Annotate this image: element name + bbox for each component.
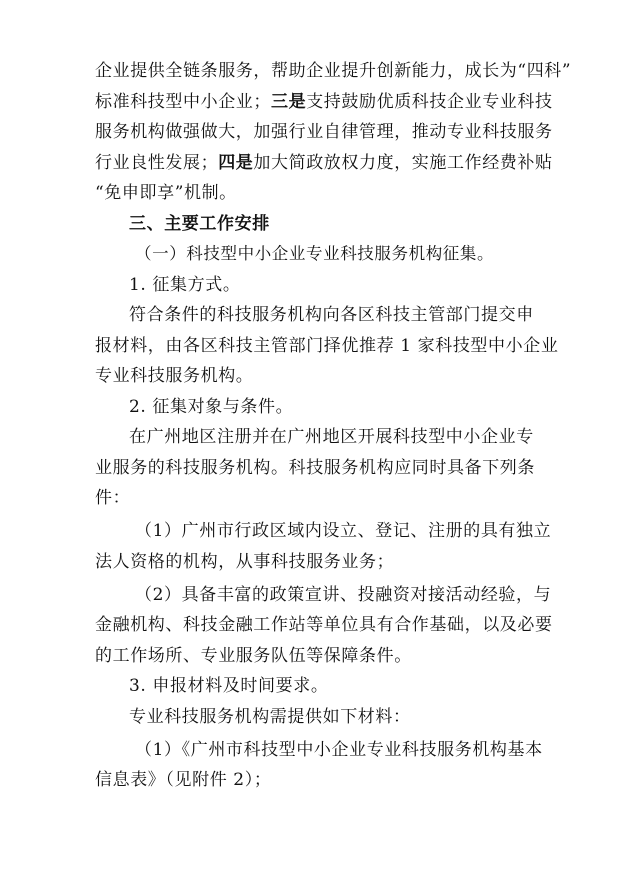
condition-line: 金融机构、科技金融工作站等单位具有合作基础，以及必要 xyxy=(95,615,553,635)
body-text: 支持鼓励优质科技企业专业科技 xyxy=(306,91,553,112)
emphasis-text: 四是 xyxy=(218,152,254,173)
body-text: 行业良性发展； xyxy=(95,152,219,173)
body-line: 专业科技服务机构。 xyxy=(95,366,254,386)
material-line: 信息表》（见附件 2）； xyxy=(95,770,272,790)
condition-line: 的工作场所、专业服务队伍等保障条件。 xyxy=(95,645,412,666)
body-text: 加大简政放权力度，实施工作经费补贴 xyxy=(253,152,553,173)
body-line: 业服务的科技服务机构。科技服务机构应同时具备下列条 xyxy=(95,457,535,478)
body-line: 企业提供全链条服务，帮助企业提升创新能力，成长为“四科” xyxy=(95,61,572,81)
condition-line: 法人资格的机构，从事科技服务业务； xyxy=(95,551,395,572)
body-line: 符合条件的科技服务机构向各区科技主管部门提交申 xyxy=(129,305,534,325)
section-heading: 三、主要工作安排 xyxy=(129,213,270,234)
body-line: 报材料，由各区科技主管部门择优推荐 1 家科技型中小企业 xyxy=(95,335,559,356)
body-line: “免申即享”机制。 xyxy=(95,183,237,203)
condition-line: （1）广州市行政区域内设立、登记、注册的具有独立 xyxy=(135,521,552,541)
emphasis-text: 三是 xyxy=(271,91,307,112)
body-line xyxy=(95,87,640,118)
body-line: 专业科技服务机构需提供如下材料： xyxy=(129,706,411,727)
condition-line: （2）具备丰富的政策宣讲、投融资对接活动经验，与 xyxy=(135,584,552,605)
body-line xyxy=(95,148,640,179)
item-title: 3. 申报材料及时间要求。 xyxy=(129,676,329,696)
body-line: 服务机构做强做大，加强行业自律管理，推动专业科技服务 xyxy=(95,122,553,142)
item-title: 1. 征集方式。 xyxy=(129,274,241,295)
body-line: 件： xyxy=(95,488,131,508)
item-title: 2. 征集对象与条件。 xyxy=(129,396,294,417)
body-line: 在广州地区注册并在广州地区开展科技型中小企业专 xyxy=(129,427,534,447)
material-line: （1）《广州市科技型中小企业专业科技服务机构基本 xyxy=(135,739,543,760)
body-text: 标准科技型中小企业； xyxy=(95,91,271,112)
subsection-heading: （一）科技型中小企业专业科技服务机构征集。 xyxy=(135,244,495,263)
